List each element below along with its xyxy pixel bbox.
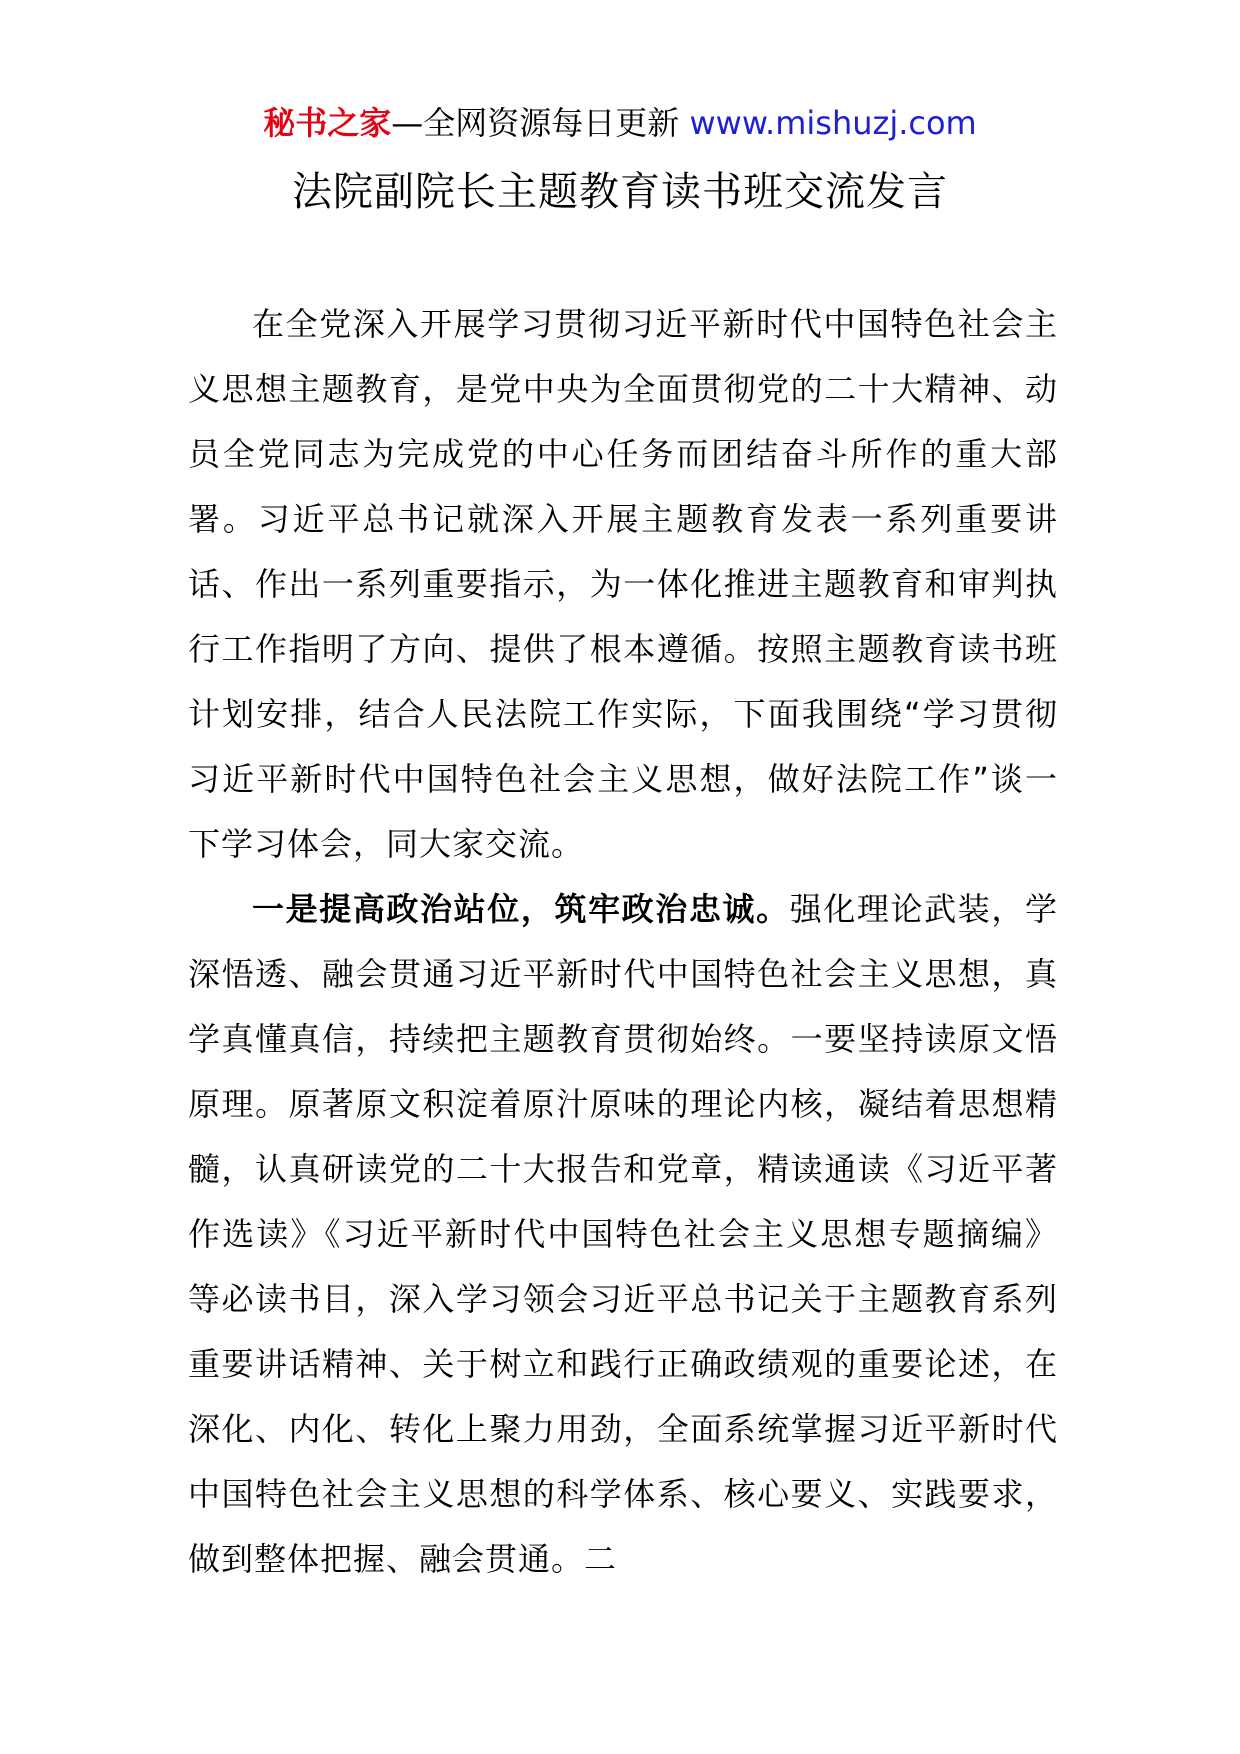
site-brand: 秘书之家 (263, 104, 392, 142)
site-tagline: —全网资源每日更新 (391, 104, 680, 142)
paragraph-intro: 在全党深入开展学习贯彻习近平新时代中国特色社会主义思想主题教育，是党中央为全面贯彻党的二十大精神、动员全党同志为完成党的中心任务而团结奋斗所作的重大部署。习近平总书记就深入开展主题教育发表一系列重要讲话、作出一系列重要指示，为一体化推进主题教育和审判执行工作指明了方向、提供了根本遵循。按照主题教育读书班计划安排，结合人民法院工作实际，下面我围绕“学习贯彻习近平新时代中国特色社会主义思想，做好法院工作”谈一下学习体会，同大家交流。 (188, 305, 1058, 863)
paragraph-point-one-lead: 一是提高政治站位，筑牢政治忠诚。 (252, 890, 790, 928)
site-url-link[interactable]: www.mishuzj.com (689, 104, 977, 142)
paragraph-point-one (188, 877, 1058, 1592)
paragraph-point-one-body: 强化理论武装，学深悟透、融会贯通习近平新时代中国特色社会主义思想，真学真懂真信，持续把主题教育贯彻始终。一要坚持读原文悟原理。原著原文积淀着原汁原味的理论内核，凝结着思想精髓，认真研读党的二十大报告和党章，精读通读《习近平著作选读》《习近平新时代中国特色社会主义思想专题摘编》等必读书目，深入学习领会习近平总书记关于主题教育系列重要讲话精神、关于树立和践行正确政绩观的重要论述，在深化、内化、转化上聚力用劲，全面系统掌握习近平新时代中国特色社会主义思想的科学体系、核心要义、实践要求，做到整体把握、融会贯通。二 (188, 890, 1058, 1578)
document-body (188, 292, 1058, 1592)
site-header (0, 100, 1240, 146)
document-title: 法院副院长主题教育读书班交流发言 (292, 169, 948, 215)
